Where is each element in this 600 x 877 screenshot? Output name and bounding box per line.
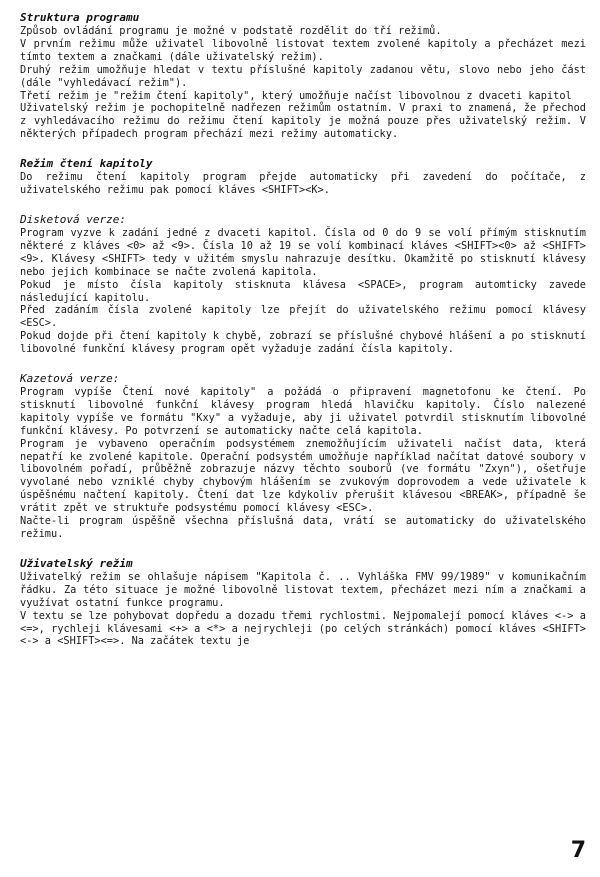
paragraph: Program vyzve k zadání jedné z dvaceti kapitol. Čísla od 0 do 9 se volí přímým stisknutím některé z kláves <0> až <9>. Čísla 10 až 19 se volí kombinací kláves <SHIFT><0> až <SHIFT><9>. Klávesy <SHIFT> tedy v užitém smyslu nahrazuje desítku. Okamžitě po stisknutí klávesy nebo jejich kombinace se načte zvolená kapitola. — [20, 226, 586, 278]
section-struktura — [20, 10, 586, 141]
paragraph: Do režimu čtení kapitoly program přejde automaticky při zavedení do počítače, z uživatelského režimu pak pomocí kláves <SHIFT><K>. — [20, 171, 586, 197]
section-uzivatelsky — [20, 556, 586, 648]
section-heading: Struktura programu — [20, 11, 140, 24]
paragraph: Uživatelký režim se ohlašuje nápisem "Kapitola č. .. Vyhláška FMV 99/1989" v komunikačním řádku. Za této situace je možné libovolně listovat textem, přecházet mezi ním a značkami a využívat ostatní funkce programu. — [20, 570, 586, 609]
paragraph: Uživatelský režim je pochopitelně nadřezen režimům ostatním. V praxi to znamená, že přechod z vyhledávacího režimu do režimu čtení kapitoly je možná pouze přes uživatelský režim. V některých případech program přechází mezi režimy automaticky. — [20, 102, 586, 141]
paragraph: Před zadáním čísla zvolené kapitoly lze přejít do uživatelského režimu pomocí klávesy <ESC>. — [20, 304, 586, 330]
paragraph: V textu se lze pohybovat dopředu a dozadu třemi rychlostmi. Nejpomalejí pomocí kláves <-> a <=>, rychleji klávesami <+> a <*> a nejrychleji (po celých stránkách) pomocí kláves <SHIFT><-> a <SHIFT><=>. Na začátek textu je — [20, 609, 586, 648]
section-disketova — [20, 212, 586, 356]
section-heading: Režim čtení kapitoly — [20, 157, 153, 171]
paragraph: Pokud je místo čísla kapitoly stisknuta klávesa <SPACE>, program automticky zavede následující kapitolu. — [20, 278, 586, 304]
section-heading: Disketová verze: — [20, 212, 126, 226]
spacer — [20, 141, 586, 156]
paragraph: Program vypíše Čtení nové kapitoly" a požádá o připravení magnetofonu ke čtení. Po stisknutí libovolné funkční klávesy program hledá hlavičku kapitoly. Číslo nalezené kapitoly vypíše ve formátu "Kxy" a vyžaduje, aby ji uživatel potvrdil stisknutím libovolné funkční klávesy. Po potvrzení se automaticky načte celá kapitola. — [20, 386, 586, 437]
paragraph: Třetí režim je "režim čtení kapitoly", který umožňuje načíst libovolnou z dvaceti kapitol — [20, 89, 572, 102]
paragraph: Druhý režim umožňuje hledat v textu příslušné kapitoly zadanou větu, slovo nebo jeho část (dále "vyhledávací režim"). — [20, 63, 586, 89]
spacer — [20, 541, 586, 556]
paragraph: Způsob ovládání programu je možné v podstatě rozdělit do tří režimů. — [20, 25, 442, 37]
paragraph: Načte-li program úspěšně všechna příslušná data, vrátí se automaticky do uživatelského režimu. — [20, 515, 586, 540]
paragraph: V prvním režimu může uživatel libovolně listovat textem zvolené kapitoly a přecházet mezi tímto textem a značkami (dále uživatelský režim). — [20, 37, 586, 63]
section-heading: Uživatelský režim — [20, 556, 133, 570]
paragraph: Pokud dojde při čtení kapitoly k chybě, zobrazí se příslušné chybové hlášení a po stisknutí libovolné funkční klávesy program opět vyžaduje zadání čísla kapitoly. — [20, 330, 586, 356]
spacer — [20, 197, 586, 212]
section-rezim-cteni — [20, 156, 586, 197]
section-kazetova — [20, 371, 586, 541]
section-heading: Kazetová verze: — [20, 372, 120, 386]
paragraph: Program je vybaveno operačním podsystémem znemožňujícím uživateli načíst data, která nepatří ke zvolené kapitole. Operační podsystém umožňuje například načítat datové soubory v libovolném pořadí, průběžně zobrazuje názvy těchto souborů (ve formátu "Zxyn"), ošetřuje vyvolané nebo vzniklé chyby chybovým hlášením se zvukovým doprovodem a vede uživatele k úspěšnému načtení kapitoly. Čtení dat lze kdykoliv přerušit klávesou <BREAK>, případně še vrátit zpět ve struktuře podsystému pomocí klávesy <ESC>. — [20, 437, 586, 515]
page-number: 7 — [570, 838, 586, 863]
spacer — [20, 356, 586, 371]
document-page — [20, 10, 586, 648]
